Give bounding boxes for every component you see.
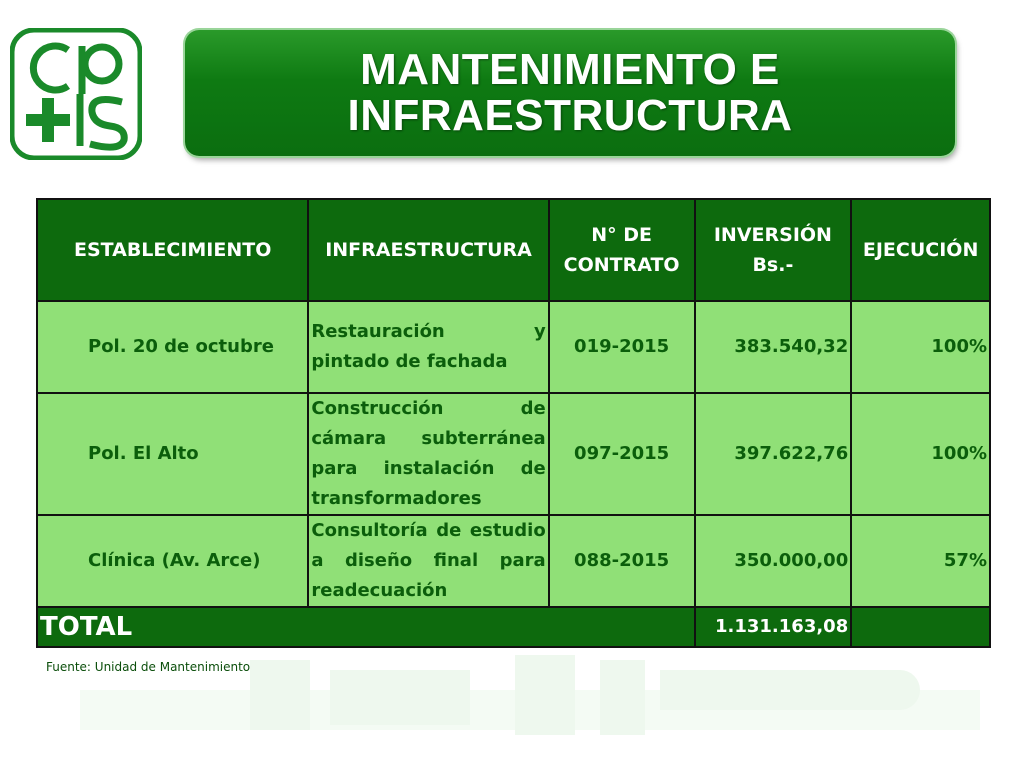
header-infraestructura: INFRAESTRUCTURA bbox=[308, 199, 548, 301]
cell-establecimiento: Pol. El Alto bbox=[37, 393, 308, 515]
header-establecimiento: ESTABLECIMIENTO bbox=[37, 199, 308, 301]
header-contrato: N° DE CONTRATO bbox=[549, 199, 695, 301]
header-ejecucion: EJECUCIÓN bbox=[851, 199, 990, 301]
watermark-block bbox=[600, 660, 645, 735]
cell-contrato: 097-2015 bbox=[549, 393, 695, 515]
table-header-row bbox=[37, 199, 990, 301]
total-inversion: 1.131.163,08 bbox=[695, 607, 852, 647]
cell-inversion: 350.000,00 bbox=[695, 515, 852, 607]
header-inversion: INVERSIÓN Bs.- bbox=[695, 199, 852, 301]
title-line-2: INFRAESTRUCTURA bbox=[347, 91, 793, 140]
table-row bbox=[37, 393, 990, 515]
cpps-logo-icon bbox=[10, 28, 142, 160]
cell-ejecucion: 57% bbox=[851, 515, 990, 607]
infrastructure-table bbox=[36, 198, 991, 648]
cell-inversion: 397.622,76 bbox=[695, 393, 852, 515]
cell-contrato: 088-2015 bbox=[549, 515, 695, 607]
total-label: TOTAL bbox=[37, 607, 695, 647]
cell-infraestructura: Restauración y pintado de fachada bbox=[308, 301, 548, 393]
title-line-1: MANTENIMIENTO E bbox=[360, 45, 780, 94]
cell-inversion: 383.540,32 bbox=[695, 301, 852, 393]
watermark-block bbox=[660, 670, 920, 710]
cell-establecimiento: Clínica (Av. Arce) bbox=[37, 515, 308, 607]
table-row bbox=[37, 301, 990, 393]
cell-infraestructura: Construcción de cámara subterránea para instalación de transformadores bbox=[308, 393, 548, 515]
page-title bbox=[347, 47, 792, 139]
cell-establecimiento: Pol. 20 de octubre bbox=[37, 301, 308, 393]
cell-ejecucion: 100% bbox=[851, 301, 990, 393]
title-banner bbox=[185, 30, 955, 156]
cell-contrato: 019-2015 bbox=[549, 301, 695, 393]
watermark-block bbox=[330, 670, 470, 725]
cell-ejecucion: 100% bbox=[851, 393, 990, 515]
table-row bbox=[37, 515, 990, 607]
total-row bbox=[37, 607, 990, 647]
source-note: Fuente: Unidad de Mantenimiento bbox=[46, 660, 251, 674]
total-ejecucion-empty bbox=[851, 607, 990, 647]
cell-infraestructura: Consultoría de estudio a diseño final para readecuación bbox=[308, 515, 548, 607]
watermark-block bbox=[515, 655, 575, 735]
watermark-block bbox=[250, 660, 310, 730]
